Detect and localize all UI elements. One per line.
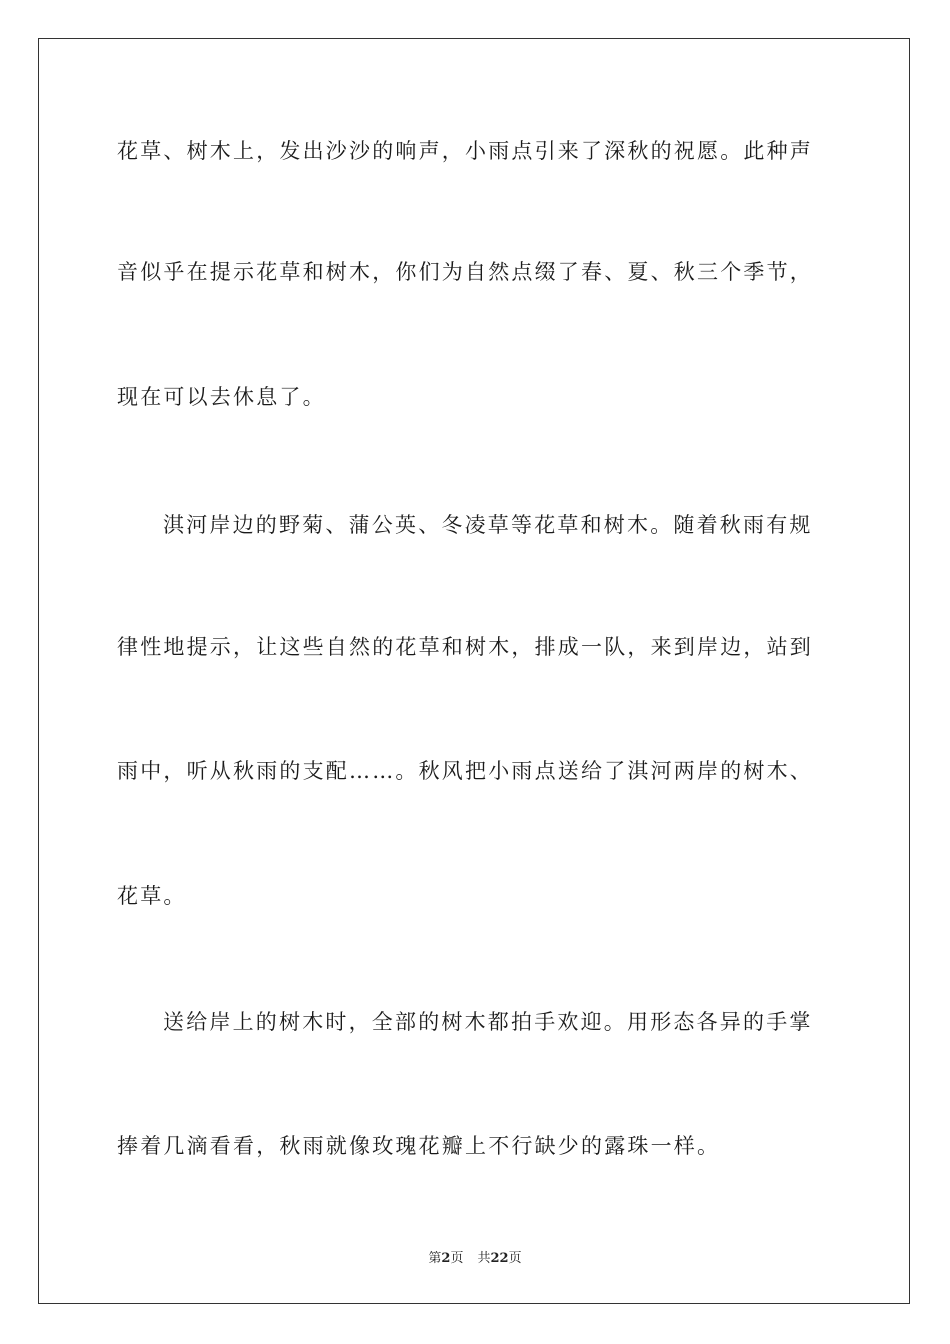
paragraph-line-5: 律性地提示，让这些自然的花草和树木，排成一队，来到岸边，站到	[117, 635, 813, 659]
paragraph-line-4: 淇河岸边的野菊、蒲公英、冬凌草等花草和树木。随着秋雨有规	[163, 513, 813, 537]
paragraph-line-6: 雨中，听从秋雨的支配……。秋风把小雨点送给了淇河两岸的树木、	[117, 759, 813, 783]
total-prefix: 共	[477, 1251, 491, 1266]
page-footer	[0, 1247, 950, 1266]
paragraph-line-9: 捧着几滴看看，秋雨就像玫瑰花瓣上不行缺少的露珠一样。	[117, 1134, 721, 1158]
total-pages: 22	[490, 1251, 509, 1266]
paragraph-line-1: 花草、树木上，发出沙沙的响声，小雨点引来了深秋的祝愿。此种声	[117, 139, 813, 163]
paragraph-line-2: 音似乎在提示花草和树木，你们为自然点缀了春、夏、秋三个季节，	[117, 260, 813, 284]
page-number: 2	[441, 1251, 451, 1266]
page-prefix: 第	[428, 1251, 442, 1266]
page-border	[38, 38, 910, 1304]
paragraph-line-7: 花草。	[117, 884, 187, 908]
paragraph-line-8: 送给岸上的树木时，全部的树木都拍手欢迎。用形态各异的手掌	[163, 1010, 813, 1034]
page-suffix: 页	[450, 1251, 464, 1266]
total-suffix: 页	[508, 1251, 522, 1266]
paragraph-line-3: 现在可以去休息了。	[117, 385, 326, 409]
